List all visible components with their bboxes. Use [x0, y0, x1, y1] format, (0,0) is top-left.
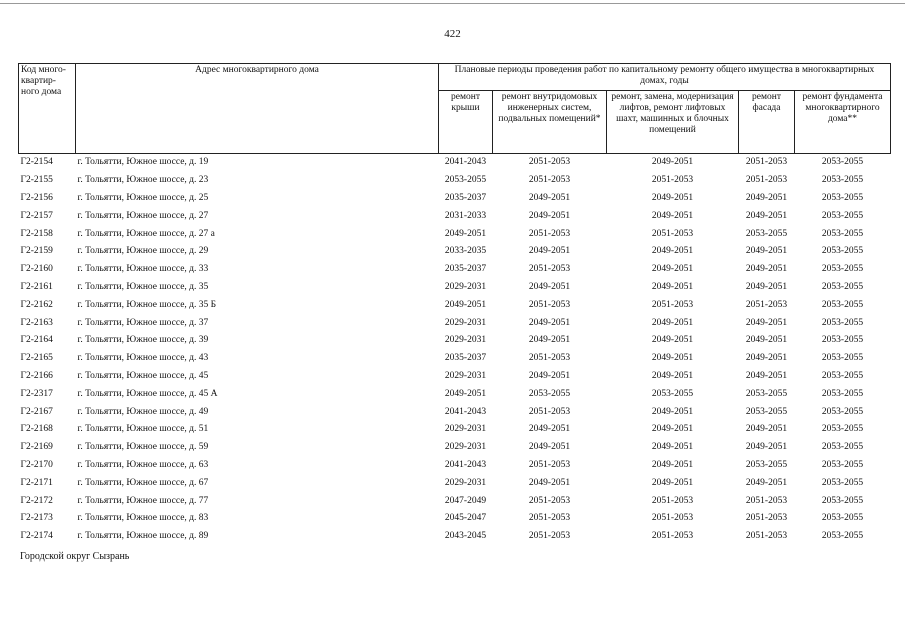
cell-foundation: 2053-2055: [821, 406, 864, 417]
table-body: [19, 154, 891, 546]
cell-address: г. Тольятти, Южное шоссе, д. 23: [77, 175, 209, 186]
cell-roof: 2047-2049: [444, 495, 487, 506]
table-row: [19, 207, 891, 225]
cell-code: Г2-2155: [20, 175, 53, 186]
cell-systems: 2051-2053: [528, 459, 571, 470]
cell-roof: 2041-2043: [444, 459, 487, 470]
cell-foundation: 2053-2055: [821, 335, 864, 346]
cell-address: г. Тольятти, Южное шоссе, д. 27: [77, 210, 209, 221]
cell-roof: 2029-2031: [444, 281, 487, 292]
district-heading: Городской округ Сызрань: [20, 551, 130, 562]
cell-roof: 2045-2047: [444, 513, 487, 524]
header-row-top: [19, 64, 891, 91]
cell-systems: 2049-2051: [528, 424, 571, 435]
cell-foundation: 2053-2055: [821, 459, 864, 470]
cell-roof: 2035-2037: [444, 192, 487, 203]
cell-facade: 2049-2051: [745, 317, 788, 328]
cell-systems: 2051-2053: [528, 264, 571, 275]
cell-facade: 2053-2055: [745, 388, 788, 399]
cell-address: г. Тольятти, Южное шоссе, д. 35: [77, 281, 209, 292]
cell-lifts: 2053-2055: [651, 388, 694, 399]
cell-code: Г2-2165: [20, 353, 53, 364]
cell-facade: 2049-2051: [745, 477, 788, 488]
cell-foundation: 2053-2055: [821, 281, 864, 292]
table-row: [19, 457, 891, 475]
cell-facade: 2049-2051: [745, 370, 788, 381]
cell-facade: 2049-2051: [745, 210, 788, 221]
cell-facade: 2049-2051: [745, 353, 788, 364]
cell-lifts: 2049-2051: [651, 246, 694, 257]
cell-lifts: 2051-2053: [651, 513, 694, 524]
cell-address: г. Тольятти, Южное шоссе, д. 83: [77, 513, 209, 524]
header-systems: ремонт внутридомовых инженерных систем, подвальных помещений*: [493, 91, 607, 154]
cell-code: Г2-2169: [20, 442, 53, 453]
cell-foundation: 2053-2055: [821, 370, 864, 381]
top-rule: [0, 3, 905, 4]
cell-address: г. Тольятти, Южное шоссе, д. 59: [77, 442, 209, 453]
cell-address: г. Тольятти, Южное шоссе, д. 43: [77, 353, 209, 364]
cell-foundation: 2053-2055: [821, 317, 864, 328]
cell-lifts: 2049-2051: [651, 264, 694, 275]
cell-systems: 2051-2053: [528, 175, 571, 186]
table-row: [19, 279, 891, 297]
cell-code: Г2-2156: [20, 192, 53, 203]
cell-code: Г2-2161: [20, 281, 53, 292]
cell-address: г. Тольятти, Южное шоссе, д. 27 а: [77, 228, 215, 239]
cell-address: г. Тольятти, Южное шоссе, д. 63: [77, 459, 209, 470]
cell-foundation: 2053-2055: [821, 228, 864, 239]
cell-lifts: 2049-2051: [651, 210, 694, 221]
cell-foundation: 2053-2055: [821, 495, 864, 506]
cell-lifts: 2049-2051: [651, 353, 694, 364]
cell-code: Г2-2163: [20, 317, 53, 328]
cell-address: г. Тольятти, Южное шоссе, д. 35 Б: [77, 299, 217, 310]
cell-systems: 2049-2051: [528, 192, 571, 203]
cell-roof: 2033-2035: [444, 246, 487, 257]
cell-systems: 2049-2051: [528, 477, 571, 488]
cell-lifts: 2051-2053: [651, 175, 694, 186]
cell-systems: 2049-2051: [528, 335, 571, 346]
table-row: [19, 385, 891, 403]
table-row: [19, 510, 891, 528]
table-row: [19, 368, 891, 386]
header-periods: Плановые периоды проведения работ по капитальному ремонту общего имущества в многоквартирных домах, годы: [439, 64, 891, 91]
cell-address: г. Тольятти, Южное шоссе, д. 29: [77, 246, 209, 257]
cell-code: Г2-2157: [20, 210, 53, 221]
cell-code: Г2-2170: [20, 459, 53, 470]
cell-address: г. Тольятти, Южное шоссе, д. 45: [77, 370, 209, 381]
table-row: [19, 474, 891, 492]
cell-address: г. Тольятти, Южное шоссе, д. 45 А: [77, 388, 218, 399]
cell-facade: 2051-2053: [745, 157, 788, 168]
cell-code: Г2-2174: [20, 531, 53, 542]
cell-code: Г2-2154: [20, 157, 53, 168]
cell-facade: 2049-2051: [745, 424, 788, 435]
cell-address: г. Тольятти, Южное шоссе, д. 77: [77, 495, 209, 506]
cell-address: г. Тольятти, Южное шоссе, д. 25: [77, 192, 209, 203]
cell-address: г. Тольятти, Южное шоссе, д. 49: [77, 406, 209, 417]
cell-code: Г2-2317: [20, 388, 53, 399]
cell-foundation: 2053-2055: [821, 299, 864, 310]
cell-facade: 2053-2055: [745, 228, 788, 239]
cell-systems: 2051-2053: [528, 353, 571, 364]
cell-lifts: 2049-2051: [651, 335, 694, 346]
cell-foundation: 2053-2055: [821, 353, 864, 364]
cell-systems: 2051-2053: [528, 157, 571, 168]
cell-foundation: 2053-2055: [821, 210, 864, 221]
cell-foundation: 2053-2055: [821, 192, 864, 203]
cell-roof: 2041-2043: [444, 406, 487, 417]
cell-foundation: 2053-2055: [821, 157, 864, 168]
header-foundation: ремонт фундамента многоквартирного дома**: [795, 91, 891, 154]
table-row: [19, 439, 891, 457]
cell-roof: 2031-2033: [444, 210, 487, 221]
cell-facade: 2051-2053: [745, 299, 788, 310]
cell-facade: 2049-2051: [745, 264, 788, 275]
cell-lifts: 2049-2051: [651, 281, 694, 292]
cell-code: Г2-2172: [20, 495, 53, 506]
cell-facade: 2051-2053: [745, 175, 788, 186]
cell-foundation: 2053-2055: [821, 388, 864, 399]
cell-code: Г2-2158: [20, 228, 53, 239]
cell-roof: 2029-2031: [444, 477, 487, 488]
header-address: Адрес многоквартирного дома: [76, 64, 439, 154]
cell-facade: 2049-2051: [745, 442, 788, 453]
cell-foundation: 2053-2055: [821, 531, 864, 542]
cell-address: г. Тольятти, Южное шоссе, д. 19: [77, 157, 209, 168]
cell-code: Г2-2171: [20, 477, 53, 488]
table-row: [19, 243, 891, 261]
cell-roof: 2043-2045: [444, 531, 487, 542]
header-code: Код много-квартир-ного дома: [19, 64, 76, 154]
table-row: [19, 350, 891, 368]
cell-systems: 2049-2051: [528, 210, 571, 221]
cell-facade: 2049-2051: [745, 246, 788, 257]
cell-roof: 2049-2051: [444, 388, 487, 399]
table-row: [19, 492, 891, 510]
cell-roof: 2029-2031: [444, 424, 487, 435]
cell-foundation: 2053-2055: [821, 246, 864, 257]
cell-facade: 2051-2053: [745, 495, 788, 506]
cell-systems: 2049-2051: [528, 370, 571, 381]
cell-lifts: 2049-2051: [651, 370, 694, 381]
cell-facade: 2051-2053: [745, 513, 788, 524]
table-row: [19, 421, 891, 439]
cell-code: Г2-2173: [20, 513, 53, 524]
page-number: 422: [444, 28, 461, 40]
cell-address: г. Тольятти, Южное шоссе, д. 39: [77, 335, 209, 346]
cell-roof: 2053-2055: [444, 175, 487, 186]
cell-facade: 2049-2051: [745, 192, 788, 203]
cell-lifts: 2049-2051: [651, 424, 694, 435]
cell-systems: 2049-2051: [528, 281, 571, 292]
cell-roof: 2049-2051: [444, 228, 487, 239]
cell-lifts: 2049-2051: [651, 317, 694, 328]
header-lifts: ремонт, замена, модернизация лифтов, ремонт лифтовых шахт, машинных и блочных помещений: [607, 91, 739, 154]
cell-facade: 2049-2051: [745, 335, 788, 346]
cell-address: г. Тольятти, Южное шоссе, д. 37: [77, 317, 209, 328]
table-row: [19, 528, 891, 546]
cell-lifts: 2049-2051: [651, 459, 694, 470]
cell-lifts: 2051-2053: [651, 531, 694, 542]
cell-lifts: 2049-2051: [651, 406, 694, 417]
cell-roof: 2035-2037: [444, 264, 487, 275]
cell-address: г. Тольятти, Южное шоссе, д. 89: [77, 531, 209, 542]
cell-foundation: 2053-2055: [821, 175, 864, 186]
cell-foundation: 2053-2055: [821, 264, 864, 275]
cell-systems: 2051-2053: [528, 228, 571, 239]
cell-systems: 2051-2053: [528, 299, 571, 310]
cell-roof: 2035-2037: [444, 353, 487, 364]
cell-roof: 2041-2043: [444, 157, 487, 168]
cell-lifts: 2049-2051: [651, 477, 694, 488]
cell-code: Г2-2159: [20, 246, 53, 257]
cell-code: Г2-2166: [20, 370, 53, 381]
cell-systems: 2053-2055: [528, 388, 571, 399]
cell-roof: 2029-2031: [444, 370, 487, 381]
table-row: [19, 154, 891, 172]
cell-address: г. Тольятти, Южное шоссе, д. 51: [77, 424, 209, 435]
table-row: [19, 261, 891, 279]
table-row: [19, 314, 891, 332]
cell-code: Г2-2164: [20, 335, 53, 346]
cell-systems: 2051-2053: [528, 513, 571, 524]
cell-roof: 2029-2031: [444, 317, 487, 328]
cell-address: г. Тольятти, Южное шоссе, д. 67: [77, 477, 209, 488]
cell-systems: 2051-2053: [528, 495, 571, 506]
cell-code: Г2-2160: [20, 264, 53, 275]
table-row: [19, 403, 891, 421]
cell-systems: 2051-2053: [528, 531, 571, 542]
cell-systems: 2049-2051: [528, 442, 571, 453]
table-row: [19, 332, 891, 350]
cell-foundation: 2053-2055: [821, 513, 864, 524]
cell-facade: 2049-2051: [745, 281, 788, 292]
cell-address: г. Тольятти, Южное шоссе, д. 33: [77, 264, 209, 275]
cell-systems: 2049-2051: [528, 246, 571, 257]
cell-facade: 2053-2055: [745, 459, 788, 470]
cell-code: Г2-2168: [20, 424, 53, 435]
cell-foundation: 2053-2055: [821, 424, 864, 435]
table-row: [19, 172, 891, 190]
cell-code: Г2-2167: [20, 406, 53, 417]
cell-facade: 2053-2055: [745, 406, 788, 417]
cell-lifts: 2049-2051: [651, 157, 694, 168]
header-roof: ремонт крыши: [439, 91, 493, 154]
cell-roof: 2049-2051: [444, 299, 487, 310]
table-row: [19, 225, 891, 243]
cell-foundation: 2053-2055: [821, 477, 864, 488]
cell-foundation: 2053-2055: [821, 442, 864, 453]
repair-schedule-table: [18, 63, 891, 546]
cell-lifts: 2049-2051: [651, 442, 694, 453]
cell-systems: 2051-2053: [528, 406, 571, 417]
cell-systems: 2049-2051: [528, 317, 571, 328]
header-facade: ремонт фасада: [739, 91, 795, 154]
table-row: [19, 296, 891, 314]
cell-roof: 2029-2031: [444, 442, 487, 453]
cell-code: Г2-2162: [20, 299, 53, 310]
cell-facade: 2051-2053: [745, 531, 788, 542]
cell-lifts: 2051-2053: [651, 228, 694, 239]
cell-roof: 2029-2031: [444, 335, 487, 346]
table-row: [19, 190, 891, 208]
cell-lifts: 2051-2053: [651, 495, 694, 506]
cell-lifts: 2051-2053: [651, 299, 694, 310]
cell-lifts: 2049-2051: [651, 192, 694, 203]
